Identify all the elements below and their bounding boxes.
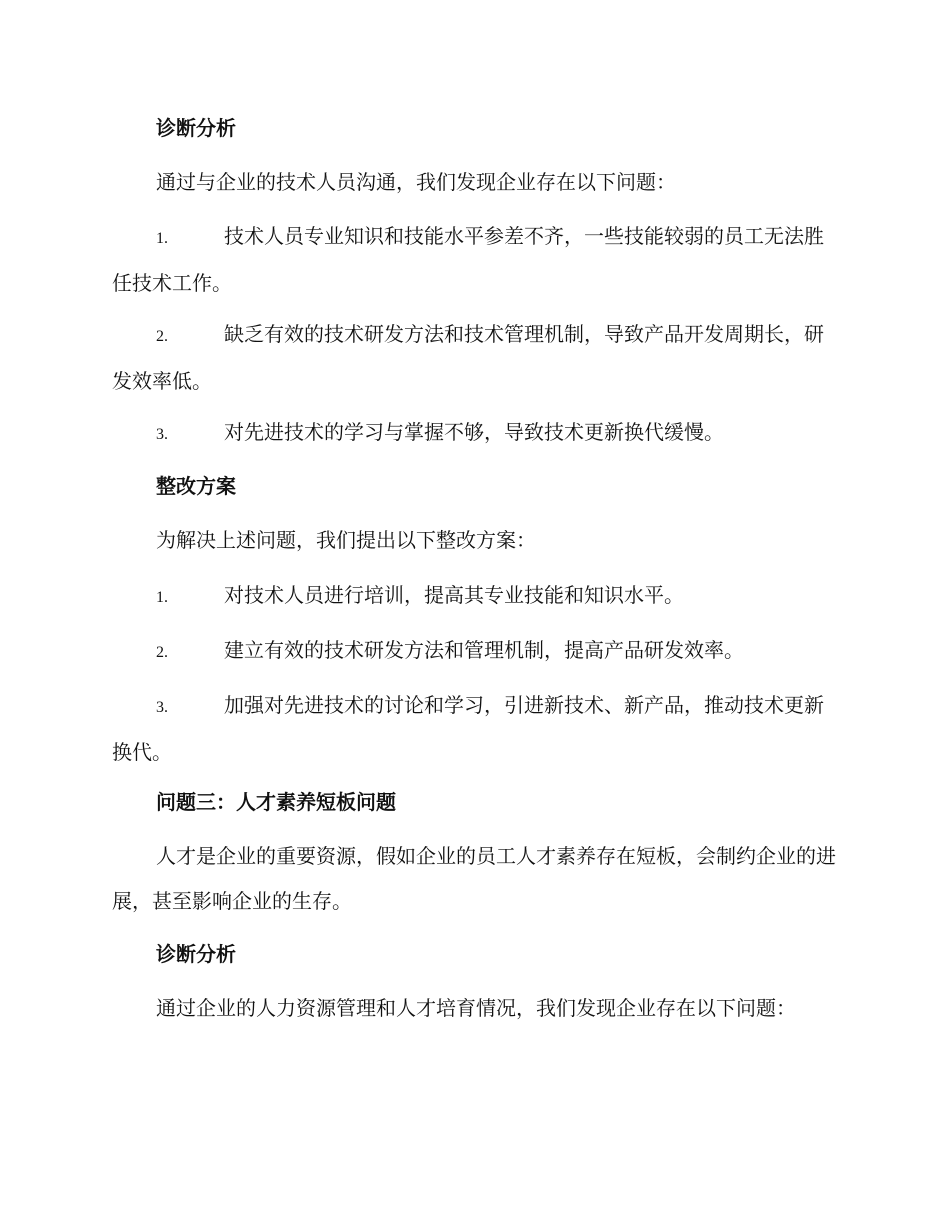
list-number: 1. bbox=[156, 230, 168, 247]
list-item-text: 对先进技术的学习与掌握不够，导致技术更新换代缓慢。 bbox=[224, 420, 724, 444]
list-number: 3. bbox=[156, 699, 168, 716]
list-number: 3. bbox=[156, 426, 168, 443]
section-heading-rectification: 整改方案 bbox=[156, 474, 236, 498]
paragraph-intro-plan: 为解决上述问题，我们提出以下整改方案： bbox=[156, 528, 536, 552]
paragraph-intro-tech: 通过与企业的技术人员沟通，我们发现企业存在以下问题： bbox=[156, 170, 676, 194]
list-number: 2. bbox=[156, 644, 168, 661]
list-item-text: 缺乏有效的技术研发方法和技术管理机制，导致产品开发周期长，研发效率低。 bbox=[112, 322, 824, 393]
section-heading-problem-three: 问题三：人才素养短板问题 bbox=[156, 790, 396, 814]
list-number: 1. bbox=[156, 589, 168, 606]
list-item-text: 加强对先进技术的讨论和学习，引进新技术、新产品，推动技术更新换代。 bbox=[112, 693, 824, 764]
list-item-text: 建立有效的技术研发方法和管理机制，提高产品研发效率。 bbox=[224, 638, 744, 662]
section-heading-diagnosis-2: 诊断分析 bbox=[156, 942, 236, 966]
list-item bbox=[112, 312, 836, 404]
list-item-text: 技术人员专业知识和技能水平参差不齐，一些技能较弱的员工无法胜任技术工作。 bbox=[112, 224, 824, 295]
list-item bbox=[112, 573, 836, 620]
list-item-text: 对技术人员进行培训，提高其专业技能和知识水平。 bbox=[224, 583, 684, 607]
list-item bbox=[112, 683, 836, 775]
section-heading-diagnosis: 诊断分析 bbox=[156, 116, 236, 140]
list-item bbox=[112, 410, 836, 457]
paragraph-intro-hr: 通过企业的人力资源管理和人才培育情况，我们发现企业存在以下问题： bbox=[156, 996, 796, 1020]
list-item bbox=[112, 628, 836, 675]
list-item bbox=[112, 214, 836, 306]
paragraph-talent: 人才是企业的重要资源，假如企业的员工人才素养存在短板，会制约企业的进展，甚至影响企业的生存。 bbox=[112, 844, 836, 913]
list-number: 2. bbox=[156, 328, 168, 345]
